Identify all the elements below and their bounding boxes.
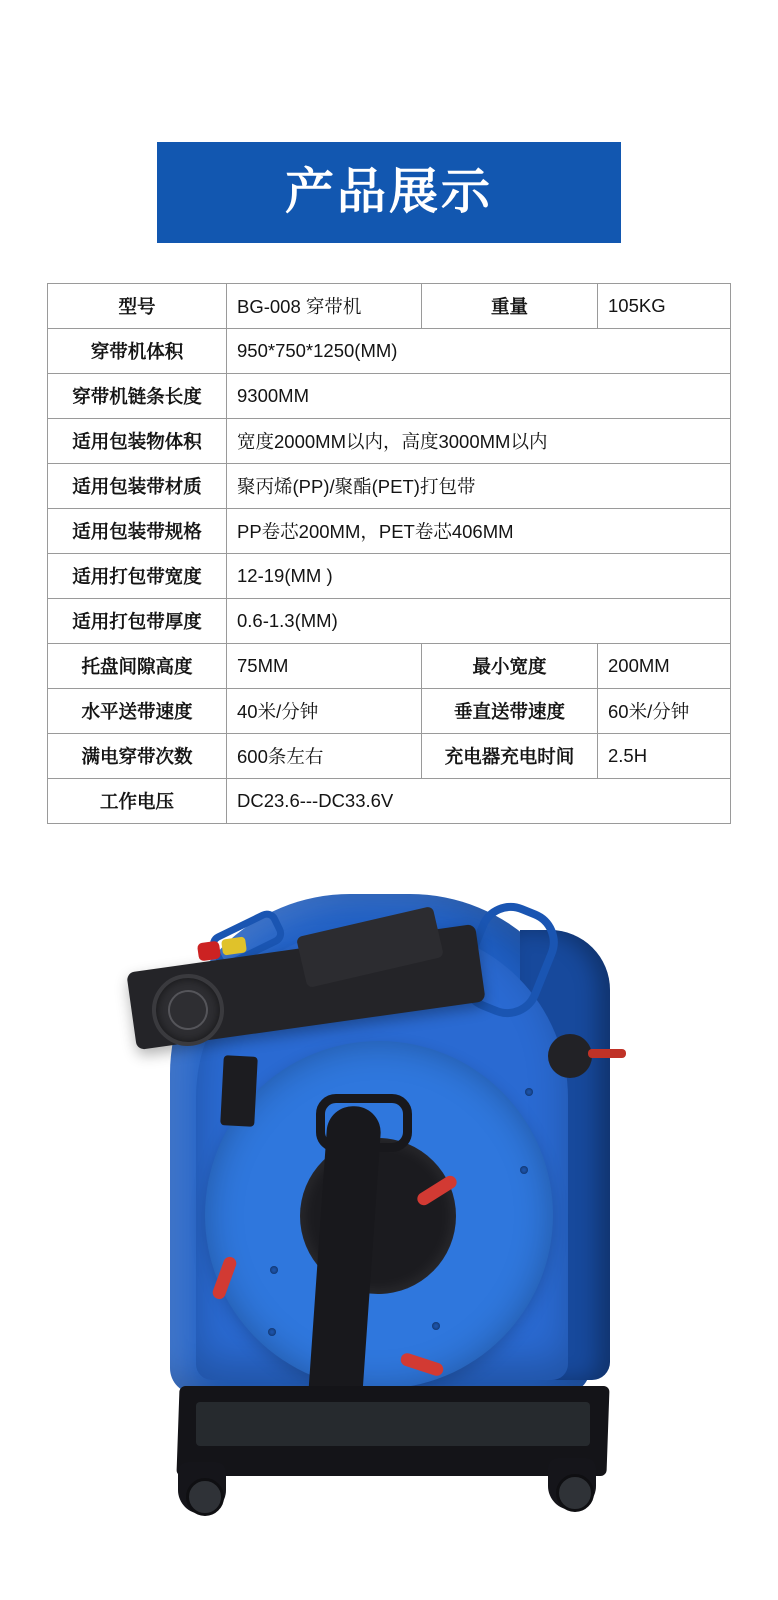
spec-label: 适用包装带材质	[48, 464, 227, 509]
spec-value-secondary: 60米/分钟	[598, 689, 731, 734]
table-row	[48, 554, 731, 599]
base-plate	[196, 1402, 590, 1446]
spec-label: 适用打包带宽度	[48, 554, 227, 599]
screw	[525, 1088, 533, 1096]
knob-handle[interactable]	[588, 1049, 626, 1058]
spec-label: 适用包装带规格	[48, 509, 227, 554]
screw	[520, 1166, 528, 1174]
spec-label: 适用打包带厚度	[48, 599, 227, 644]
strap-guide	[220, 1055, 258, 1127]
table-row	[48, 374, 731, 419]
spec-label-secondary: 充电器充电时间	[422, 734, 598, 779]
spec-table-wrapper	[47, 283, 731, 824]
spec-value: 40米/分钟	[227, 689, 422, 734]
spec-label-secondary: 最小宽度	[422, 644, 598, 689]
spec-label: 适用包装物体积	[48, 419, 227, 464]
page-title: 产品展示	[284, 165, 493, 219]
control-button[interactable]	[221, 936, 247, 955]
caster-wheel-right	[548, 1458, 596, 1510]
product-photo	[0, 866, 778, 1586]
spec-label: 水平送带速度	[48, 689, 227, 734]
spec-label: 型号	[48, 284, 227, 329]
tension-knob[interactable]	[548, 1034, 592, 1078]
spec-label: 托盘间隙高度	[48, 644, 227, 689]
table-row	[48, 284, 731, 329]
emergency-stop-button[interactable]	[197, 941, 221, 962]
spec-value: 0.6-1.3(MM)	[227, 599, 731, 644]
table-row	[48, 779, 731, 824]
spec-value: 聚丙烯(PP)/聚酯(PET)打包带	[227, 464, 731, 509]
table-row	[48, 644, 731, 689]
spec-table	[47, 283, 731, 824]
table-row	[48, 509, 731, 554]
product-photo-stage	[0, 866, 778, 1586]
spec-label: 工作电压	[48, 779, 227, 824]
table-row	[48, 599, 731, 644]
spec-value-secondary: 200MM	[598, 644, 731, 689]
caster-wheel-left	[178, 1462, 226, 1514]
table-row	[48, 419, 731, 464]
table-row	[48, 734, 731, 779]
table-row	[48, 689, 731, 734]
spec-label: 穿带机链条长度	[48, 374, 227, 419]
spec-value: 12-19(MM )	[227, 554, 731, 599]
spec-value: DC23.6---DC33.6V	[227, 779, 731, 824]
spec-label-secondary: 垂直送带速度	[422, 689, 598, 734]
spec-label: 满电穿带次数	[48, 734, 227, 779]
spec-value-secondary: 105KG	[598, 284, 731, 329]
spec-value: 宽度2000MM以内，高度3000MM以内	[227, 419, 731, 464]
spec-value: 9300MM	[227, 374, 731, 419]
spec-value: PP卷芯200MM，PET卷芯406MM	[227, 509, 731, 554]
screw	[432, 1322, 440, 1330]
banner-section	[0, 0, 778, 243]
spec-label: 穿带机体积	[48, 329, 227, 374]
table-row	[48, 464, 731, 509]
spec-table-body	[48, 284, 731, 824]
spec-value-secondary: 2.5H	[598, 734, 731, 779]
spec-value: 950*750*1250(MM)	[227, 329, 731, 374]
screw	[270, 1266, 278, 1274]
screw	[268, 1328, 276, 1336]
spec-value: BG-008 穿带机	[227, 284, 422, 329]
spec-value: 600条左右	[227, 734, 422, 779]
spec-label-secondary: 重量	[422, 284, 598, 329]
table-row	[48, 329, 731, 374]
spec-value: 75MM	[227, 644, 422, 689]
banner-box	[157, 142, 621, 243]
